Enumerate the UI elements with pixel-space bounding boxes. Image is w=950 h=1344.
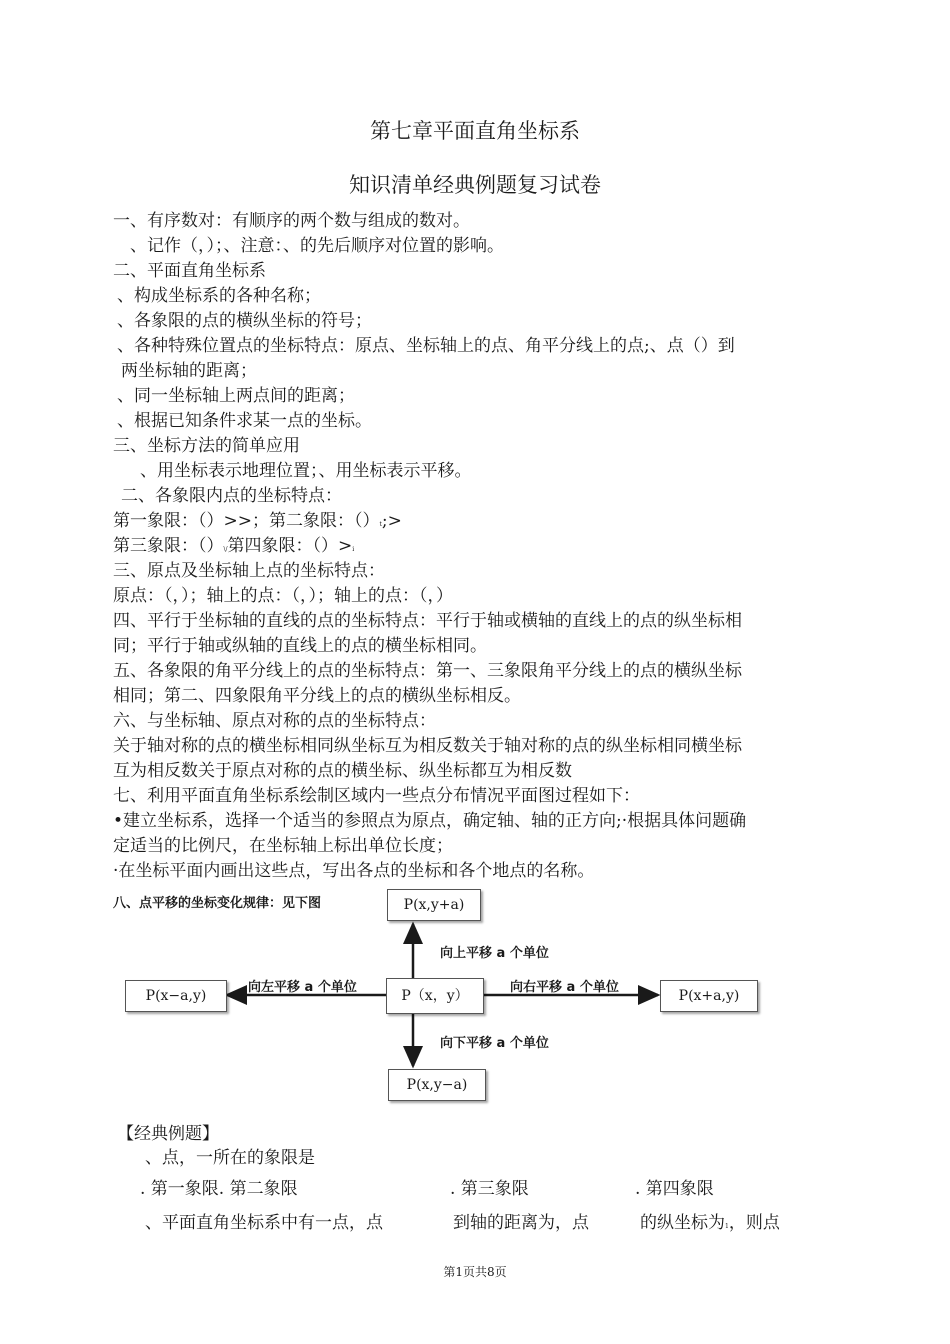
point-bottom-box: P(x,y−a) [388,1069,486,1101]
q2-text: 的纵坐标为 [640,1213,725,1233]
option-d: . 第四象限 [635,1179,714,1199]
quadrant-text: 第三象限：（） [113,536,224,556]
text-line: 两坐标轴的距离； [121,361,257,381]
down-label: 向下平移 a 个单位 [440,1036,549,1051]
diagram-heading: 八、点平移的坐标变化规律：见下图 [113,896,322,911]
text-line: 七、利用平面直角坐标系绘制区域内一些点分布情况平面图过程如下： [113,786,640,806]
left-label: 向左平移 a 个单位 [248,980,357,995]
point-center-box: P（x，y） [386,978,484,1014]
examples-heading: 【经典例题】 [117,1124,219,1144]
q2-text: ，则点 [728,1213,780,1233]
text-line: 关于轴对称的点的横坐标相同纵坐标互为相反数关于轴对称的点的纵坐标相同横坐标 [113,736,742,756]
quadrant-line-2 [113,535,354,561]
text-line: 、各种特殊位置点的坐标特点：原点、坐标轴上的点、角平分线上的点;、点（）到 [117,336,735,356]
quadrant-text: ;> [381,511,402,531]
text-line: 五、各象限的角平分线上的点的坐标特点：第一、三象限角平分线上的点的横纵坐标 [113,661,742,681]
text-line: 原点：（，）；轴上的点：（，）；轴上的点：（，） [113,586,453,606]
text-line: 三、原点及坐标轴上点的坐标特点： [113,561,385,581]
text-line: 、各象限的点的横纵坐标的符号； [117,311,372,331]
option-c: . 第三象限 [450,1179,529,1199]
option-ab: . 第一象限. 第二象限 [140,1179,298,1199]
quadrant-line-1 [113,510,402,536]
point-top-box: P(x,y+a) [387,889,481,921]
page-footer: 第1页共8页 [443,1265,507,1279]
tiny-mark: t [379,521,382,528]
right-label: 向右平移 a 个单位 [510,980,619,995]
example-q2-part1: 、平面直角坐标系中有一点，点 [145,1213,383,1233]
text-line: 、同一坐标轴上两点间的距离； [117,386,355,406]
doc-subtitle: 知识清单经典例题复习试卷 [349,173,601,197]
text-line: 一、有序数对：有顺序的两个数与组成的数对。 [113,211,470,231]
tiny-mark: i [352,546,355,553]
text-line: 、记作（，）；、注意：、的先后顺序对位置的影响。 [130,236,504,256]
text-line: •建立坐标系，选择一个适当的参照点为原点，确定轴、轴的正方向;·根据具体问题确 [113,811,747,831]
quadrant-text: 第四象限：（）> [227,536,353,556]
example-q2-part3 [640,1212,780,1238]
example-q1: 、点，一所在的象限是 [145,1148,315,1168]
text-line: 相同；第二、四象限角平分线上的点的横纵坐标相反。 [113,686,521,706]
text-line: 、用坐标表示地理位置；、用坐标表示平移。 [140,461,472,481]
point-right-box: P(x+a,y) [660,980,758,1012]
point-left-box: P(x−a,y) [125,980,227,1012]
up-label: 向上平移 a 个单位 [440,946,549,961]
text-line: 、根据已知条件求某一点的坐标。 [117,411,372,431]
tiny-mark: 1 [725,1223,729,1230]
tiny-mark: \/ [223,546,228,553]
example-q2-part2: 到轴的距离为，点 [453,1213,589,1233]
quadrant-text: 第一象限：（）>>；第二象限：（） [113,511,380,531]
text-line: 二、各象限内点的坐标特点： [121,486,342,506]
text-line: 二、平面直角坐标系 [113,261,266,281]
text-line: 四、平行于坐标轴的直线的点的坐标特点：平行于轴或横轴的直线上的点的纵坐标相 [113,611,742,631]
text-line: 、构成坐标系的各种名称； [117,286,321,306]
text-line: 互为相反数关于原点对称的点的横坐标、纵坐标都互为相反数 [113,761,572,781]
text-line: 同；平行于轴或纵轴的直线上的点的横坐标相同。 [113,636,487,656]
text-line: 六、与坐标轴、原点对称的点的坐标特点： [113,711,436,731]
doc-title: 第七章平面直角坐标系 [370,119,580,143]
text-line: 三、坐标方法的简单应用 [113,436,300,456]
text-line: ·在坐标平面内画出这些点，写出各点的坐标和各个地点的名称。 [113,861,595,881]
text-line: 定适当的比例尺，在坐标轴上标出单位长度； [113,836,453,856]
